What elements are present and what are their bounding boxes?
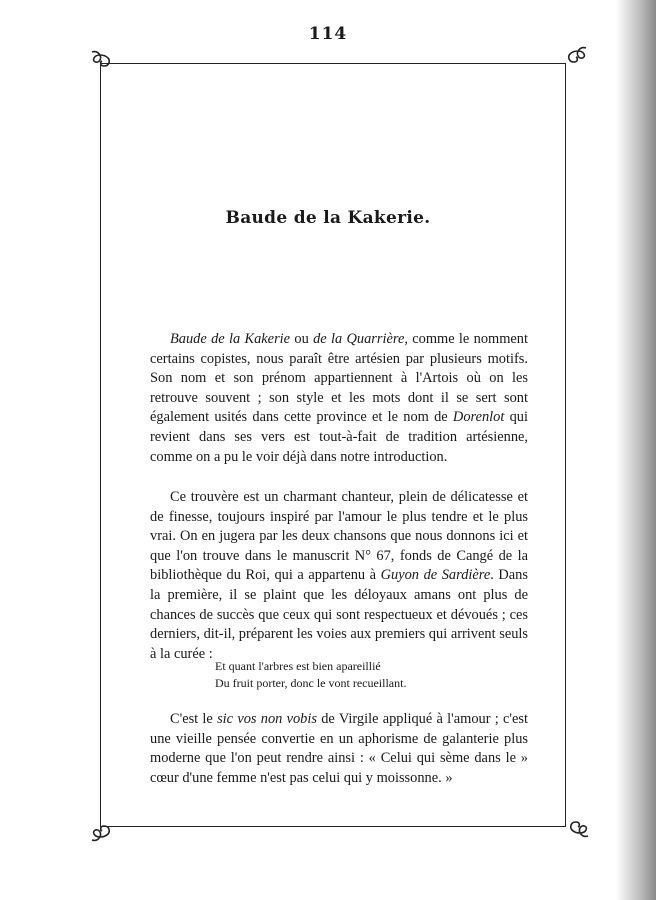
verse-line-2: Du fruit porter, donc le vont recueillant. bbox=[215, 676, 407, 690]
paragraph-1-text-b: qui revient dans ses vers est tout-à-fait de tradition artésienne, comme on a pu le voir déjà dans notre introduction. bbox=[150, 409, 528, 465]
author-alt-name: de la Quarrière bbox=[313, 331, 405, 347]
paragraph-3-text-a: C'est le bbox=[170, 711, 218, 727]
corner-ornament-icon bbox=[564, 44, 590, 66]
paragraph-1 bbox=[150, 330, 528, 467]
page-number: 114 bbox=[308, 24, 348, 44]
verse-quote bbox=[215, 658, 515, 692]
paragraph-2-text-a: Ce trouvère est un charmant chanteur, plein de délicatesse et de finesse, toujours inspiré par l'amour le plus tendre et le plus vrai. On en jugera par les deux chansons que nous donnons ici et que l'on trouve dans le manuscrit N° 67, fonds de Cangé de la bibliothèque du Roi, qui a appartenu à bbox=[150, 489, 528, 584]
guyon-name: Guyon de Sardière bbox=[380, 567, 491, 584]
verse-line-1: Et quant l'arbres est bien apareillié bbox=[215, 659, 381, 673]
author-name: Baude de la Kakerie bbox=[170, 331, 291, 347]
corner-ornament-icon bbox=[566, 818, 592, 840]
corner-ornament-icon bbox=[88, 822, 114, 844]
chapter-heading: Baude de la Kakerie. bbox=[225, 208, 431, 228]
dorenlot-term: Dorenlot bbox=[452, 409, 505, 426]
paragraph-2 bbox=[150, 488, 528, 664]
paragraph-2-text-b: . Dans la première, il se plaint que les déloyaux amans ont plus de chances de succès que ceux qui sont respectueux et dévoués ; ces derniers, dit-il, préparent les voies aux premiers qui arrivent seuls à la curée : bbox=[150, 567, 528, 662]
latin-phrase: sic vos non vobis bbox=[217, 711, 317, 727]
page-edge-shadow bbox=[616, 0, 656, 900]
paragraph-3-text-b: de Virgile appliqué à l'amour ; c'est une vieille pensée convertie en un aphorisme de galanterie plus moderne que l'on peut rendre ainsi : « Celui qui sème dans le » cœur d'une femme n'est pas celui qui y moissonne. » bbox=[150, 711, 528, 786]
paragraph-3 bbox=[150, 710, 528, 788]
paragraph-1-connector: ou bbox=[290, 331, 314, 347]
corner-ornament-icon bbox=[88, 48, 114, 70]
paragraph-1-text-a: , comme le nomment certains copistes, nous paraît être artésien par plusieurs motifs. Son nom et son prénom appartiennent à l'Artois où on les retrouve souvent ; son style et les mots dont il se sert sont également usités dans cette province et le nom de bbox=[150, 331, 529, 426]
